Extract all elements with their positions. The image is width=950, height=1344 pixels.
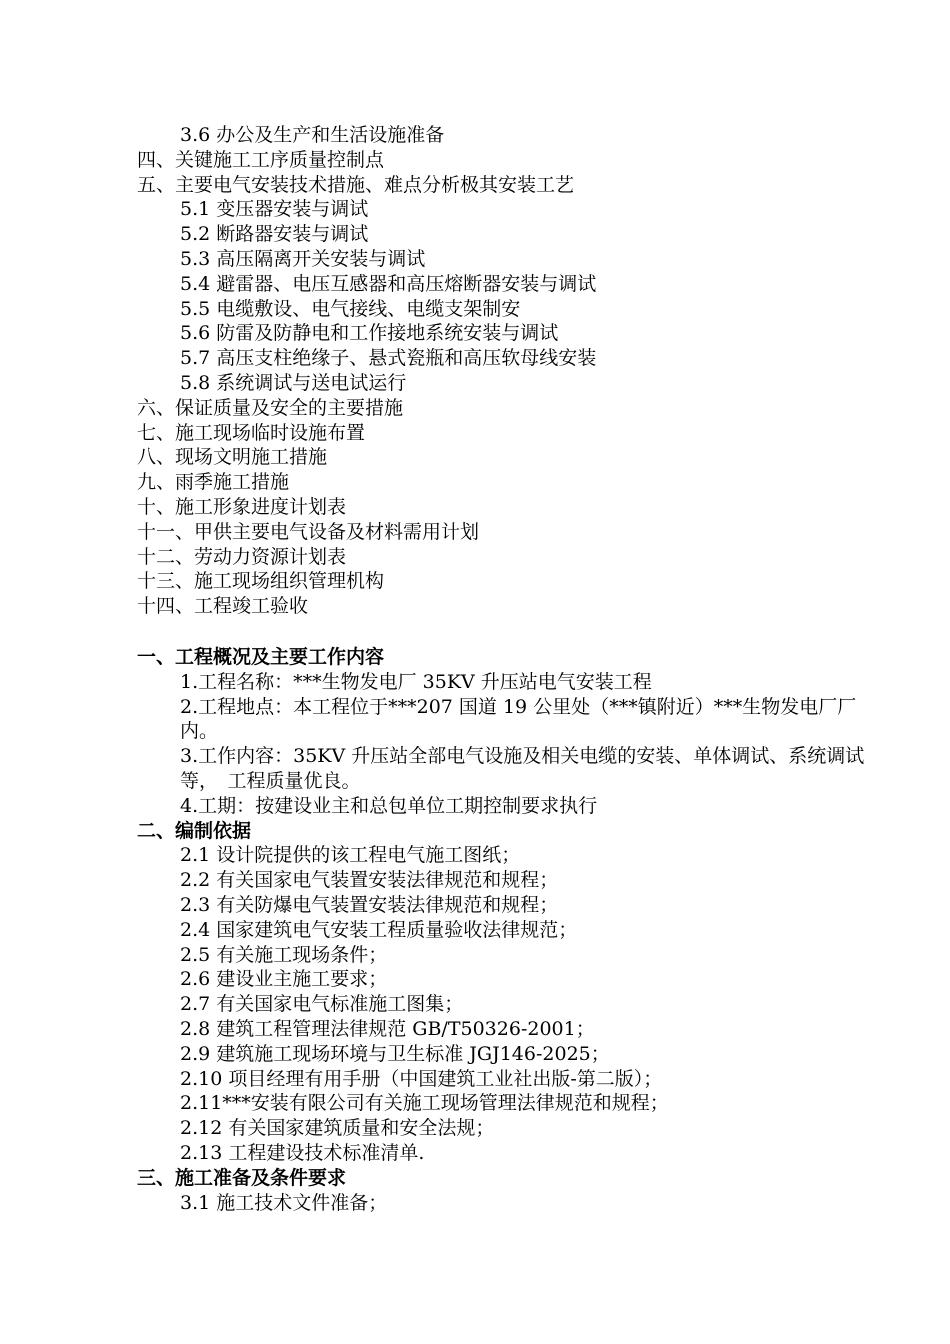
toc-item: 四、关键施工工序质量控制点 [137, 148, 385, 171]
section-item: 2.7 有关国家电气标准施工图集； [180, 993, 464, 1016]
toc-item: 十二、劳动力资源计划表 [137, 545, 347, 568]
section-heading: 二、编制依据 [137, 819, 252, 842]
section-item: 2.6 建设业主施工要求； [180, 968, 388, 991]
document-body [137, 645, 887, 1215]
section-heading: 三、施工准备及条件要求 [137, 1166, 347, 1189]
toc-item: 六、保证质量及安全的主要措施 [137, 396, 404, 419]
section-item: 2.11***安装有限公司有关施工现场管理法律规范和规程； [180, 1092, 669, 1115]
toc-item: 十、施工形象进度计划表 [137, 495, 347, 518]
toc-item: 5.3 高压隔离开关安装与调试 [180, 247, 426, 270]
toc-item: 十一、甲供主要电气设备及材料需用计划 [137, 520, 480, 543]
section-item: 2.13 工程建设技术标准清单. [180, 1141, 425, 1164]
toc-item: 5.8 系统调试与送电试运行 [180, 371, 407, 394]
section-item: 2.10 项目经理有用手册（中国建筑工业社出版-第二版）； [180, 1067, 663, 1090]
toc-item: 九、雨季施工措施 [137, 471, 290, 494]
section-item: 3.工作内容：35KV 升压站全部电气设施及相关电缆的安装、单体调试、系统调试等， 工程质量优良。 [180, 745, 865, 792]
section-item: 1.工程名称：***生物发电厂 35KV 升压站电气安装工程 [180, 670, 652, 693]
section-item: 4.工期：按建设业主和总包单位工期控制要求执行 [180, 794, 598, 817]
toc-item: 十三、施工现场组织管理机构 [137, 570, 385, 593]
toc-item: 5.4 避雷器、电压互感器和高压熔断器安装与调试 [180, 272, 597, 295]
toc-item: 十四、工程竣工验收 [137, 595, 309, 618]
table-of-contents [137, 123, 596, 619]
section-item: 2.8 建筑工程管理法律规范 GB/T50326-2001； [180, 1017, 595, 1040]
section-item: 3.1 施工技术文件准备； [180, 1191, 388, 1214]
toc-item: 5.6 防雷及防静电和工作接地系统安装与调试 [180, 322, 559, 345]
toc-item: 3.6 办公及生产和生活设施准备 [180, 124, 445, 146]
section-item: 2.4 国家建筑电气安装工程质量验收法律规范； [180, 918, 578, 941]
section-item: 2.12 有关国家建筑质量和安全法规； [180, 1117, 495, 1140]
section-item: 2.1 设计院提供的该工程电气施工图纸； [180, 844, 521, 867]
toc-item: 八、现场文明施工措施 [137, 446, 328, 469]
toc-item: 5.7 高压支柱绝缘子、悬式瓷瓶和高压软母线安装 [180, 347, 597, 370]
toc-item: 5.2 断路器安装与调试 [180, 223, 369, 246]
section-heading: 一、工程概况及主要工作内容 [137, 646, 385, 668]
section-item: 2.3 有关防爆电气装置安装法律规范和规程； [180, 893, 559, 916]
toc-item: 七、施工现场临时设施布置 [137, 421, 366, 444]
section-item: 2.工程地点：本工程位于***207 国道 19 公里处（***镇附近）***生物发电厂厂内。 [180, 695, 857, 743]
toc-item: 5.1 变压器安装与调试 [180, 198, 369, 221]
section-item: 2.5 有关施工现场条件； [180, 943, 388, 966]
section-item: 2.2 有关国家电气装置安装法律规范和规程； [180, 869, 559, 892]
toc-item: 5.5 电缆敷设、电气接线、电缆支架制安 [180, 297, 521, 320]
section-item: 2.9 建筑施工现场环境与卫生标准 JGJ146-2025； [180, 1042, 610, 1065]
toc-item: 五、主要电气安装技术措施、难点分析极其安装工艺 [137, 173, 575, 196]
